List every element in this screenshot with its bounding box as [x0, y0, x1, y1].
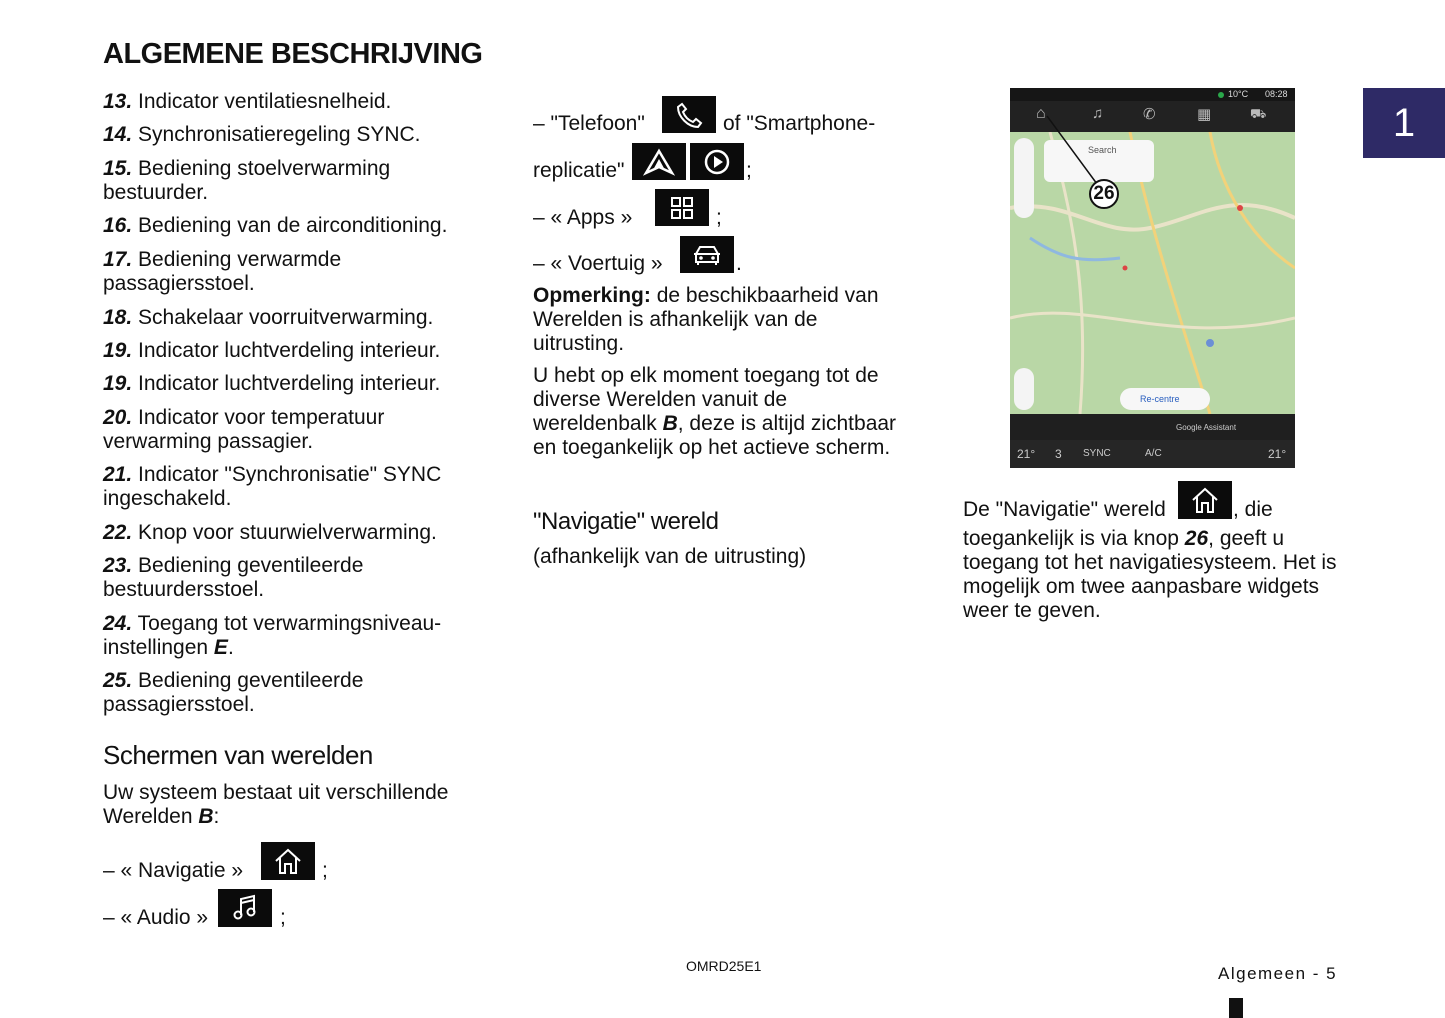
- page-title: ALGEMENE BESCHRIJVING: [103, 38, 483, 70]
- multimedia-screen-image: [1010, 88, 1295, 468]
- item-text: Bediening stoelverwarming bestuurder.: [103, 157, 391, 204]
- item-text: Indicator ventilatiesnelheid.: [138, 90, 392, 113]
- world-nav-label: – « Navigatie »: [103, 859, 244, 882]
- item-text: Toegang tot verwarmingsniveau-instellingen: [103, 612, 442, 659]
- android-auto-icon: [632, 143, 686, 180]
- item-number: 21.: [103, 463, 133, 486]
- access-paragraph: [533, 364, 908, 460]
- item-number: 16.: [103, 214, 133, 237]
- worlds-intro-bold: B: [198, 805, 214, 828]
- item-number: 15.: [103, 157, 133, 180]
- item-number: 18.: [103, 306, 133, 329]
- list-item: [103, 248, 393, 296]
- list-item: [103, 157, 433, 205]
- list-item: [103, 612, 473, 660]
- callout-number: 26: [1093, 183, 1115, 204]
- world-smartphone-label: replicatie": [533, 159, 625, 182]
- item-text: Knop voor stuurwielverwarming.: [138, 521, 437, 544]
- climate-sync[interactable]: SYNC: [1083, 448, 1111, 459]
- note-text: de beschikbaarheid van Werelden is afhankelijk van de uitrusting.: [533, 284, 879, 355]
- item-number: 14.: [103, 123, 133, 146]
- home-icon: [261, 842, 315, 880]
- item-number: 22.: [103, 521, 133, 544]
- item-number: 19.: [103, 339, 133, 362]
- world-nav-tail: ;: [322, 859, 328, 882]
- note-label: Opmerking:: [533, 284, 651, 307]
- item-number: 20.: [103, 406, 133, 429]
- climate-right-temp[interactable]: 21°: [1268, 447, 1287, 461]
- climate-left-temp[interactable]: 21°: [1017, 447, 1036, 461]
- access-bold: B: [662, 412, 678, 435]
- list-item: [103, 406, 423, 454]
- world-phone-label: – "Telefoon": [533, 112, 645, 135]
- item-number: 23.: [103, 554, 133, 577]
- world-audio-label: – « Audio »: [103, 906, 209, 929]
- document-code: OMRD25E1: [686, 958, 762, 974]
- nav-home-icon[interactable]: ⌂: [1036, 105, 1046, 122]
- home-icon: [1178, 481, 1232, 519]
- world-smartphone-tail: ;: [746, 159, 752, 182]
- navigation-subtitle: (afhankelijk van de uitrusting): [533, 545, 807, 568]
- section-heading-worlds: Schermen van werelden: [103, 740, 373, 770]
- item-text: Indicator luchtverdeling interieur.: [138, 372, 441, 395]
- item-number: 24.: [103, 612, 133, 635]
- section-heading-navigation: "Navigatie" wereld: [533, 508, 719, 535]
- screen-illustration: [1010, 88, 1295, 468]
- list-item: [103, 669, 403, 717]
- world-vehicle-label: – « Voertuig »: [533, 252, 663, 275]
- car-icon: [680, 236, 734, 273]
- phone-icon: [662, 96, 716, 133]
- apps-grid-icon: [655, 189, 709, 226]
- worlds-intro-text: Uw systeem bestaat uit verschillende Werelden: [103, 781, 449, 828]
- world-audio-tail: ;: [280, 906, 286, 929]
- nav-audio-icon[interactable]: ♫: [1092, 105, 1104, 122]
- list-item: [103, 339, 503, 363]
- item-text: Bediening van de airconditioning.: [138, 214, 448, 237]
- item-number: 13.: [103, 90, 133, 113]
- status-time: 08:28: [1265, 89, 1288, 99]
- item-tail-bold: E: [213, 636, 228, 659]
- item-text: Bediening verwarmde passagiersstoel.: [103, 248, 342, 295]
- item-number: 25.: [103, 669, 133, 692]
- nav-phone-icon[interactable]: ✆: [1143, 106, 1156, 123]
- item-text: Schakelaar voorruitverwarming.: [138, 306, 434, 329]
- nav-desc-part1: De "Navigatie" wereld: [963, 498, 1166, 521]
- page-edge-marker: [1229, 998, 1243, 1018]
- access-text-2: , deze is altijd zichtbaar en toegankelijk op het actieve scherm.: [533, 412, 897, 459]
- item-text: Indicator voor temperatuur verwarming passagier.: [103, 406, 385, 453]
- list-item: [103, 521, 503, 545]
- list-item: [103, 214, 503, 238]
- status-temp: 10°C: [1228, 89, 1249, 99]
- list-item: [103, 306, 503, 330]
- carplay-icon: [690, 143, 744, 180]
- list-item: [103, 372, 503, 396]
- recentre-button[interactable]: Re-centre: [1140, 394, 1180, 404]
- nav-vehicle-icon[interactable]: ⛟: [1250, 106, 1267, 121]
- item-text: Indicator "Synchronisatie" SYNC ingeschakeld.: [103, 463, 442, 510]
- nav-desc-part3: , geeft u toegang tot het navigatiesysteem. Het is mogelijk om twee aanpasbare widgets weer te geven.: [963, 527, 1337, 622]
- item-text: Synchronisatieregeling SYNC.: [138, 123, 421, 146]
- world-apps-label: – « Apps »: [533, 206, 633, 229]
- item-text: Bediening geventileerde passagiersstoel.: [103, 669, 364, 716]
- nav-apps-icon[interactable]: ▦: [1197, 106, 1212, 123]
- google-assistant-label[interactable]: Google Assistant: [1176, 423, 1237, 432]
- list-item: [103, 463, 473, 511]
- world-vehicle-tail: .: [736, 252, 742, 275]
- list-item: [103, 554, 403, 602]
- world-apps-tail: ;: [716, 206, 722, 229]
- worlds-intro: [103, 781, 483, 829]
- item-number: 19.: [103, 372, 133, 395]
- item-text: Bediening geventileerde bestuurdersstoel.: [103, 554, 364, 601]
- climate-ac[interactable]: A/C: [1145, 448, 1162, 459]
- nav-desc-bold: 26: [1184, 527, 1209, 550]
- climate-fan-level[interactable]: 3: [1055, 447, 1062, 461]
- nav-desc-part2-start: , die: [1233, 498, 1273, 521]
- list-item: [103, 123, 503, 147]
- item-tail: .: [227, 636, 234, 659]
- item-number: 17.: [103, 248, 133, 271]
- list-item: [103, 90, 503, 114]
- worlds-intro-tail: :: [213, 805, 220, 828]
- access-text-1: U hebt op elk moment toegang tot de diverse Werelden vanuit de wereldenbalk: [533, 364, 879, 435]
- world-phone-tail: of "Smartphone-: [723, 112, 876, 135]
- availability-note: [533, 284, 908, 356]
- item-text: Indicator luchtverdeling interieur.: [138, 339, 441, 362]
- map-search-label[interactable]: Search: [1088, 145, 1117, 155]
- page-number: Algemeen - 5: [1218, 964, 1338, 983]
- chapter-tab: 1: [1363, 88, 1445, 158]
- music-note-icon: [218, 889, 272, 927]
- nav-desc-paragraph: toegankelijk is via knop 26, geeft u toegang tot het navigatiesysteem. Het is mogelijk om twee aanpasbare widgets weer te geven.: [963, 527, 1337, 622]
